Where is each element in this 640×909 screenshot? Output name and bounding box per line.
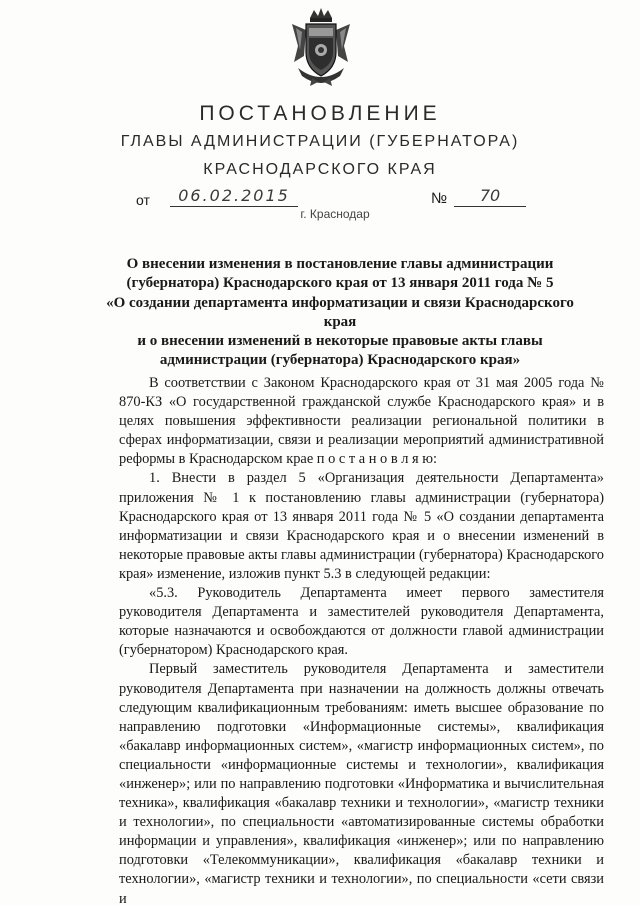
number-label: № xyxy=(431,190,448,207)
document-date: 06.02.2015 xyxy=(170,186,298,207)
issuer-line-2: КРАСНОДАРСКОГО КРАЯ xyxy=(203,161,437,178)
coat-of-arms-icon xyxy=(288,6,354,88)
paragraph-requirements: Первый заместитель руководителя Департамента и заместители руководителя Департамента при назначении на должность должны отвечать следующим квалификационным требованиям: иметь высшее образование по направлению подготовки «Информационные системы», квалификация «бакалавр информационных систем», «магистр информационных систем», по специальности «информационные системы и технологии», квалификация «инженер»; или по направлению подготовки «Информатика и вычислительная техника», квалификация «бакалавр техники и технологии», «магистр техники и технологии», по специальности «автоматизированные системы обработки информации и управления», квалификация «инженер»; или по направлению подготовки «Телекоммуникации», квалификация «бакалавр техники и технологии», «магистр техники и технологии», по специальности «сети связи и xyxy=(119,661,604,907)
paragraph-5-3: «5.3. Руководитель Департамента имеет первого заместителя руководителя Департамента и заместителей руководителя Департамента, которые назначаются и освобождаются от должности главой администрации (губернатором) Краснодарского края. xyxy=(119,585,604,659)
heading-line: (губернатора) Краснодарского края от 13 января 2011 года № 5 xyxy=(126,275,554,292)
heading-line: О внесении изменения в постановление главы администрации xyxy=(126,256,554,272)
document-number: 70 xyxy=(454,186,526,207)
document-type-title: ПОСТАНОВЛЕНИЕ xyxy=(199,102,441,125)
heading-line: «О создании департамента информатизации и связи Краснодарского края xyxy=(106,294,574,330)
city-name: г. Краснодар xyxy=(300,207,370,221)
paragraph-preamble: В соответствии с Законом Краснодарского края от 31 мая 2005 года № 870-КЗ «О государственной гражданской службе Краснодарского края» и в целях повышения эффективности реализации региональной политики в сферах информатизации, связи и реализации мероприятий административной реформы в Краснодарском крае п о с т а н о в л я ю: xyxy=(119,375,604,468)
heading-line: администрации (губернатора) Краснодарского края» xyxy=(159,352,521,369)
issuer-line-1: ГЛАВЫ АДМИНИСТРАЦИИ (ГУБЕРНАТОРА) xyxy=(120,133,520,150)
document-body xyxy=(119,374,604,909)
date-prefix: от xyxy=(136,192,150,208)
document-heading xyxy=(90,255,590,371)
paragraph-item-1: 1. Внести в раздел 5 «Организация деятельности Департамента» приложения № 1 к постановлению главы администрации (губернатора) Краснодарского края от 13 января 2011 года № 5 «О создании департамента информатизации и связи Краснодарского края и о внесении изменений в некоторые правовые акты главы администрации (губернатора) Краснодарского края» изменение, изложив пункт 5.3 в следующей редакции: xyxy=(119,470,604,582)
heading-line: и о внесении изменений в некоторые правовые акты главы xyxy=(137,333,543,350)
